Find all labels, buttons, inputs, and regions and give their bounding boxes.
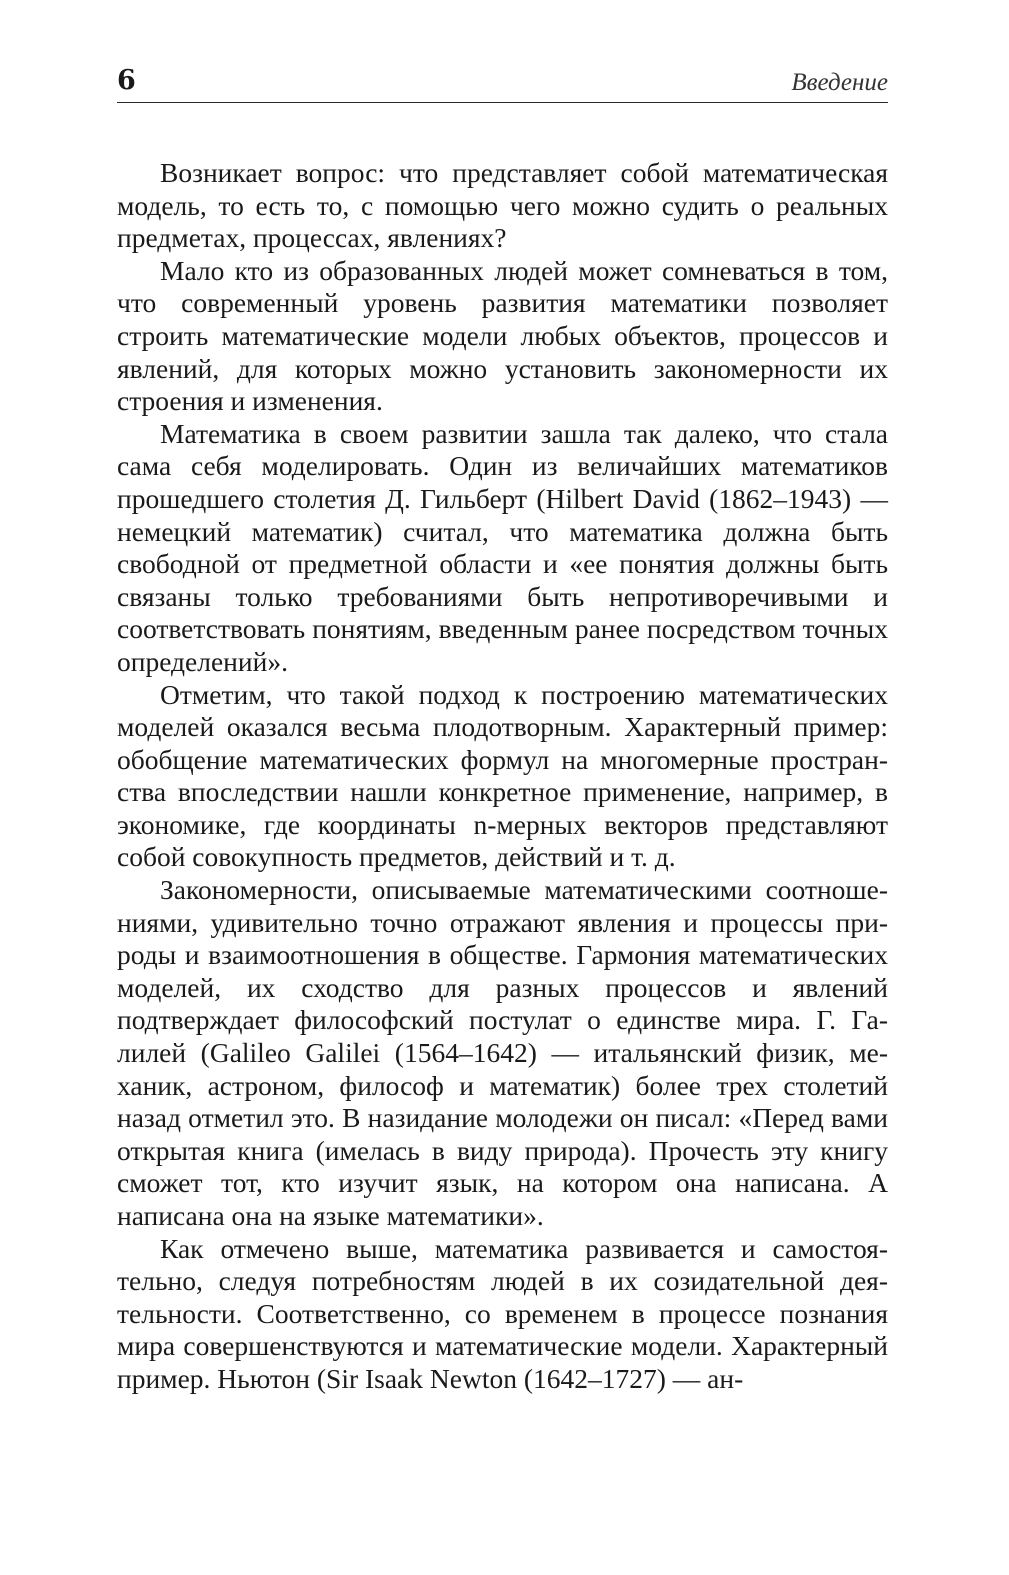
paragraph: Как отмечено выше, математика развивается и самостоятельно, следуя потребностям людей в их созидательной деятельности. Соответственно, со временем в процессе познания мира совершенствуются и математические модели. Характерный пример. Ньютон (Sir Isaak Newton (1642–1727) — ан- [117,1232,888,1394]
running-head: Введение [791,69,888,96]
paragraph: Возникает вопрос: что представляет собой математическая модель, то есть то, с помощью чего можно судить о реальных предметах, процессах, явлениях? [117,157,888,254]
page-number: 6 [117,65,136,96]
paragraph: Закономерности, описываемые математическими соотношениями, удивительно точно отражают явления и процессы природы и взаимоотношения в обществе. Гармония математических моделей, их сходство для разных процессов и явлений подтверждает философский постулат о единстве мира. Г. Галилей (Galileo Galilei (1564–1642) — итальянский физик, механик, астроном, философ и математик) более трех столетий назад отметил это. В назидание молодежи он писал: «Перед вами открытая книга (имелась в виду природа). Прочесть эту книгу сможет тот, кто изучит язык, на котором она написана. А написана она на языке математики». [117,874,888,1231]
body-text [117,157,888,1396]
paragraph: Отметим, что такой подход к построению математических моделей оказался весьма плодотворным. Характерный пример: обобщение математических формул на многомерные пространства впоследствии нашли конкретное применение, например, в экономике, где координаты n-мерных векторов представляют собой совокупность предметов, действий и т. д. [117,678,888,873]
paragraph: Мало кто из образованных людей может сомневаться в том, что современный уровень развития математики позволяет строить математические модели любых объектов, процессов и явлений, для которых можно установить закономерности их строения и изменения. [117,254,888,417]
page-header [117,64,888,103]
paragraph: Математика в своем развитии зашла так далеко, что стала сама себя моделировать. Один из величайших математиков прошедшего столетия Д. Гильберт (Hilbert David (1862–1943) — немецкий математик) считал, что математика должна быть свободной от предметной области и «ее понятия должны быть связаны только требованиями быть непротиворечивыми и соответствовать понятиям, введенным ранее посредством точных определений». [117,417,888,677]
